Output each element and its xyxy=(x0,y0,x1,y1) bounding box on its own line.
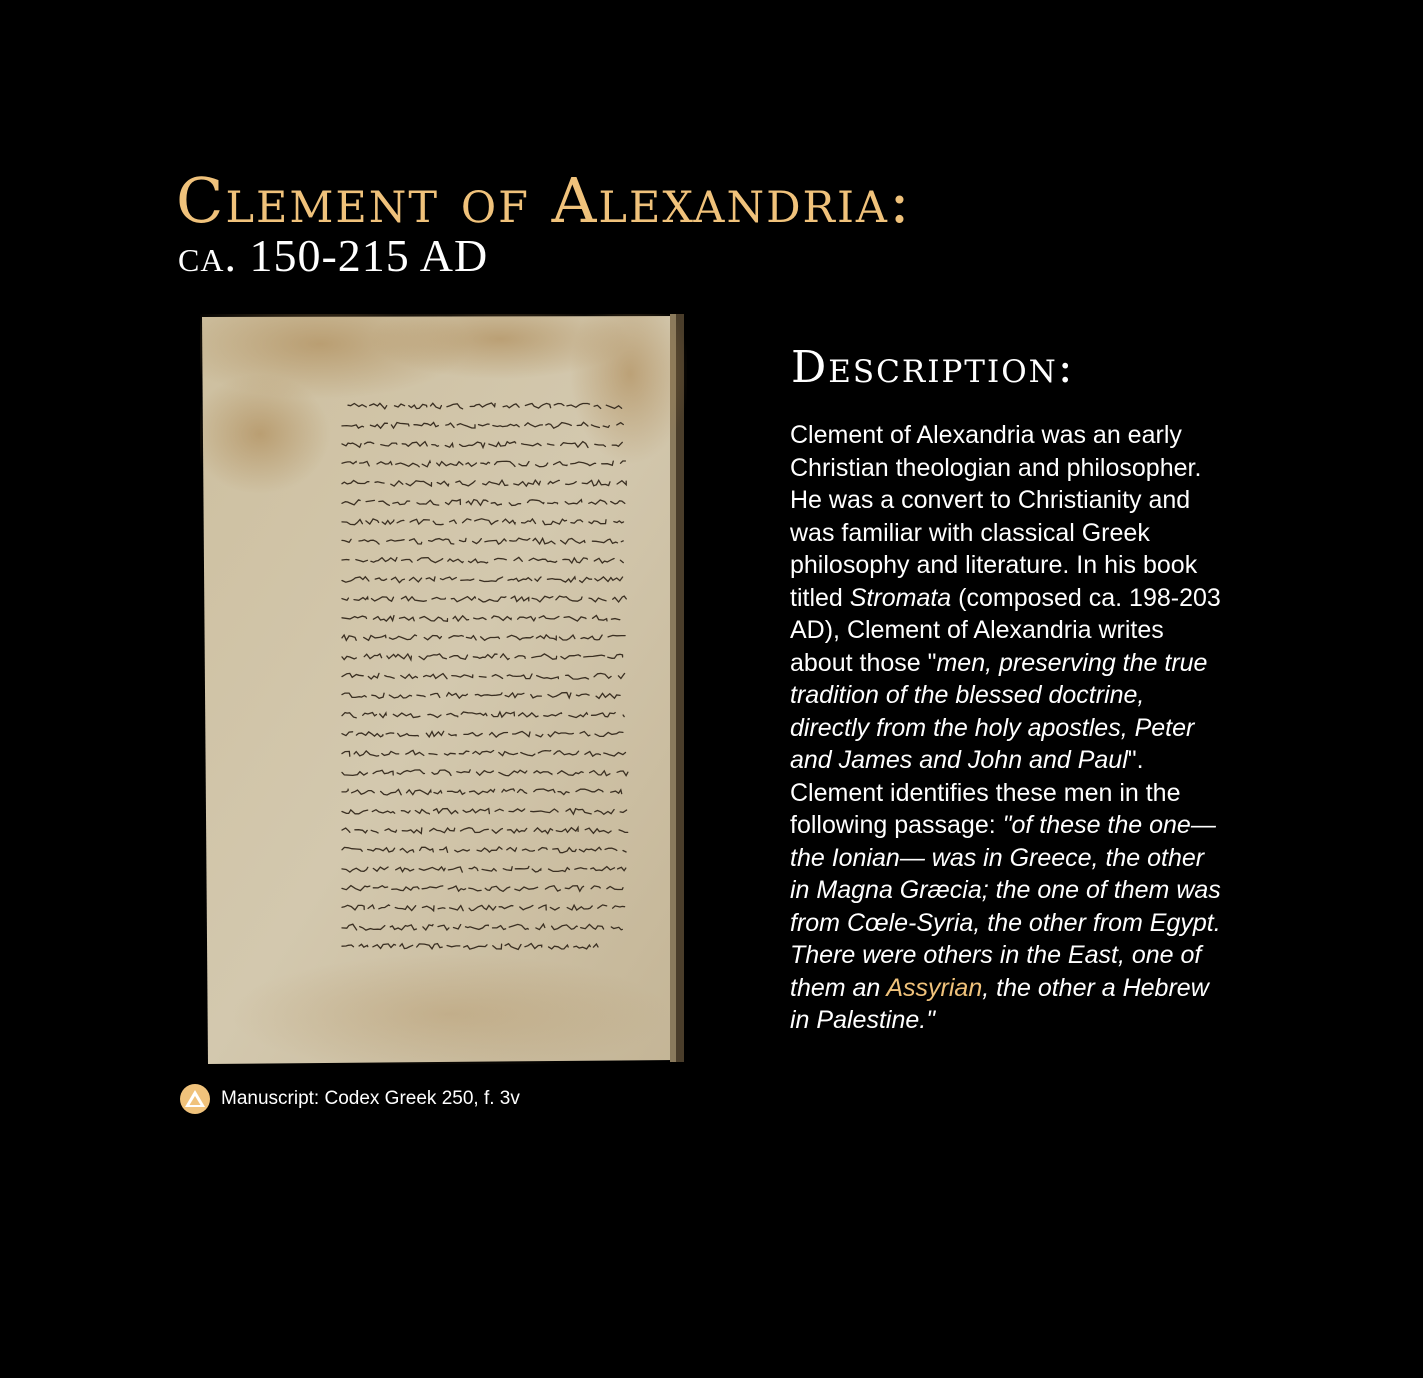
quote-passage-part1: "of these the one— the Ionian— was in Greece, the other in Magna Græcia; the one of them was from Cœle-Syria, the other from Egypt. There were others in the East, one of them an xyxy=(790,811,1221,1002)
manuscript-image xyxy=(200,314,687,1064)
quote-passage xyxy=(790,811,1221,1034)
quote-passage-part2: , the other a Hebrew in Palestine." xyxy=(790,973,1209,1034)
description-heading: Description: xyxy=(791,342,1075,393)
description-transition: ". Clement identifies these men in the following passage: xyxy=(790,746,1181,839)
manuscript-page-illustration xyxy=(200,314,687,1064)
description-context: (composed ca. 198-203 AD), Clement of Alexandria writes about those " xyxy=(790,583,1221,677)
description-text xyxy=(790,419,1230,1037)
page-subtitle: ca. 150-215 AD xyxy=(178,230,489,281)
chevron-up-circle-icon[interactable] xyxy=(179,1083,211,1115)
image-caption xyxy=(179,1083,520,1115)
book-title: Stromata xyxy=(849,583,952,612)
page-title: Clement of Alexandria: xyxy=(176,164,912,237)
caption-text: Manuscript: Codex Greek 250, f. 3v xyxy=(221,1088,520,1109)
description-intro: Clement of Alexandria was an early Christian theologian and philosopher. He was a convert to Christianity and was familiar with classical Greek philosophy and literature. In his book titled xyxy=(790,421,1202,612)
assyrian-link[interactable]: Assyrian xyxy=(886,973,983,1002)
quote-men: men, preserving the true tradition of the blessed doctrine, directly from the holy apostles, Peter and James and John and Paul xyxy=(790,648,1208,774)
